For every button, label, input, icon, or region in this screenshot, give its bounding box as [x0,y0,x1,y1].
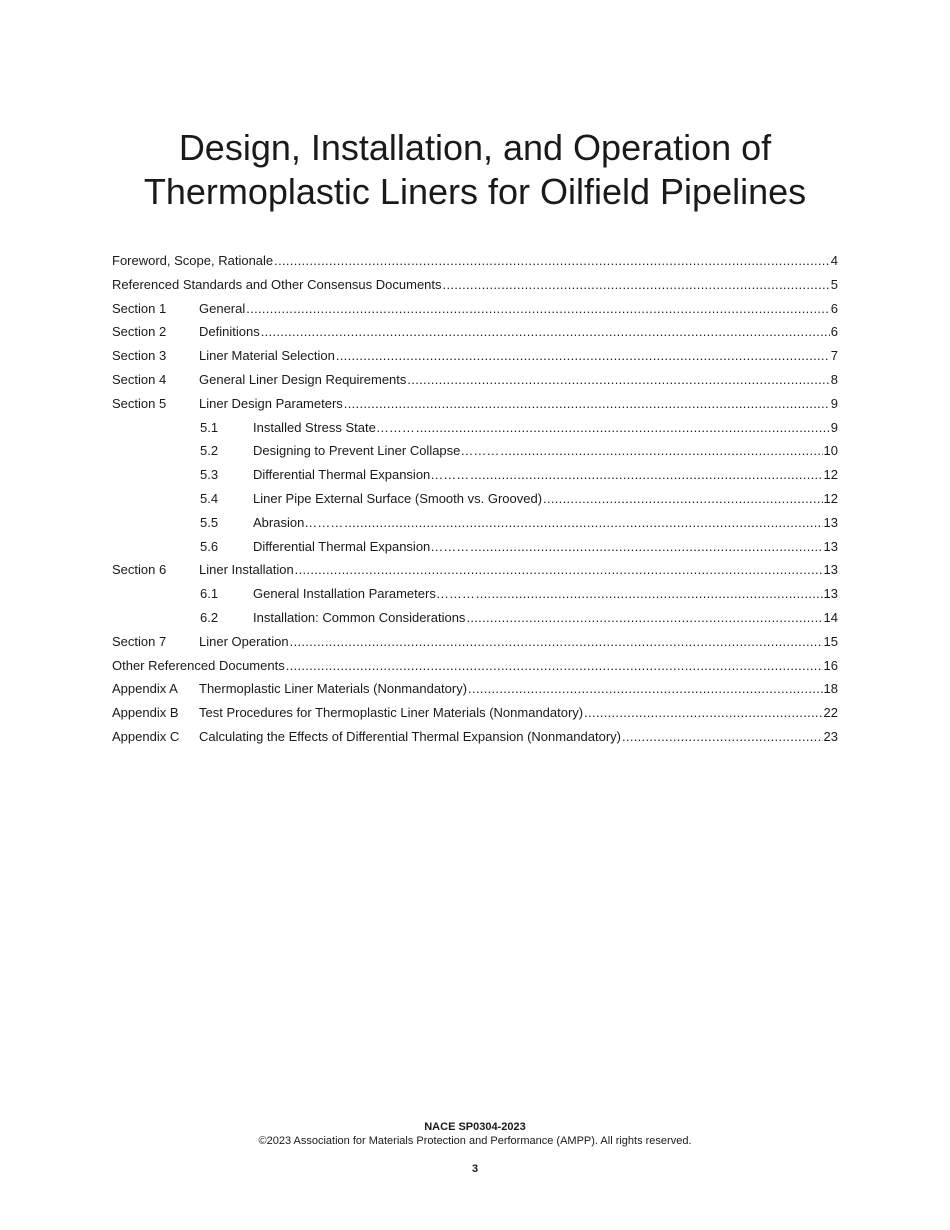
toc-entry-label: Differential Thermal Expansion……… [253,538,470,554]
toc-entry-number: Section 3 [112,348,167,364]
toc-entry[interactable] [112,513,838,537]
toc-entry[interactable] [112,465,838,489]
toc-dot-leader [246,299,830,319]
toc-dot-leader [344,394,830,414]
footer-document-code: NACE SP0304-2023 [424,1121,526,1133]
toc-dot-leader [584,703,822,723]
toc-entry[interactable] [112,656,838,680]
toc-entry-number: 5.6 [200,538,219,554]
toc-entry[interactable] [112,441,838,465]
toc-dot-leader [416,418,830,438]
toc-entry[interactable] [112,608,838,632]
toc-dot-leader [470,537,822,557]
toc-dot-leader [543,489,823,509]
toc-entry-number: Section 7 [112,633,167,649]
toc-dot-leader [336,346,830,366]
toc-entry-page: 15 [823,633,838,649]
toc-entry-label: Thermoplastic Liner Materials (Nonmandatory) [199,681,468,697]
toc-entry-number: Section 6 [112,562,167,578]
toc-entry-page: 4 [830,253,838,268]
toc-entry-page: 6 [830,324,838,340]
toc-entry[interactable] [112,418,838,442]
toc-entry-number: 5.5 [200,514,219,530]
toc-entry-number: Section 1 [112,300,167,316]
toc-entry[interactable] [112,584,838,608]
toc-dot-leader [344,513,822,533]
toc-entry-page: 16 [823,657,838,673]
toc-entry[interactable] [112,679,838,703]
toc-entry[interactable] [112,322,838,346]
toc-entry-label: Installation: Common Considerations [253,609,466,625]
toc-dot-leader [622,727,823,747]
toc-entry-label: Other Referenced Documents [112,657,285,673]
toc-entry-label: Liner Operation [199,633,289,649]
toc-entry-page: 7 [830,348,838,364]
toc-entry-page: 9 [830,419,838,435]
toc-entry-page: 14 [823,609,838,625]
toc-entry-label: General Liner Design Requirements [199,371,407,387]
toc-dot-leader [290,632,823,652]
toc-dot-leader [476,584,823,604]
toc-entry-page: 13 [823,562,838,578]
toc-entry-number: Section 5 [112,395,167,411]
toc-entry-number: Section 4 [112,371,167,387]
toc-entry-number: Section 2 [112,324,167,340]
toc-entry-number: Appendix C [112,728,180,744]
toc-entry-label: Foreword, Scope, Rationale [112,253,274,268]
toc-dot-leader [500,441,822,461]
toc-entry-number: 6.1 [200,586,219,602]
toc-entry-page: 5 [830,276,838,292]
toc-entry-label: General Installation Parameters……… [253,586,475,602]
toc-entry-number: Appendix B [112,705,179,721]
toc-entry[interactable] [112,370,838,394]
toc-entry[interactable] [112,727,838,751]
toc-entry[interactable] [112,275,838,299]
toc-entry-label: Installed Stress State……… [253,419,415,435]
document-title [0,126,950,214]
toc-entry-page: 18 [823,681,838,697]
toc-entry-page: 13 [823,538,838,554]
document-title-line-2: Thermoplastic Liners for Oilfield Pipelines [143,171,807,212]
toc-entry-label: Liner Design Parameters [199,395,343,411]
toc-entry[interactable] [112,299,838,323]
toc-entry-label: Liner Pipe External Surface (Smooth vs. Grooved) [253,490,543,506]
toc-entry-label: General [199,300,246,316]
footer-page-number: 3 [471,1163,479,1175]
footer-copyright: ©2023 Association for Materials Protection and Performance (AMPP). All rights reserved. [258,1135,692,1147]
toc-entry[interactable] [112,632,838,656]
toc-dot-leader [295,560,823,580]
document-title-line-1: Design, Installation, and Operation of [178,127,772,168]
toc-entry[interactable] [112,560,838,584]
toc-entry-label: Liner Material Selection [199,348,335,364]
toc-entry-label: Referenced Standards and Other Consensus Documents [112,276,442,292]
toc-dot-leader [443,275,830,295]
toc-entry[interactable] [112,394,838,418]
toc-entry[interactable] [112,537,838,561]
toc-entry-label: Calculating the Effects of Differential Thermal Expansion (Nonmandatory) [199,728,621,744]
toc-entry-page: 6 [830,300,838,316]
toc-entry-label: Abrasion……… [253,514,344,530]
toc-entry-label: Differential Thermal Expansion……… [253,467,470,483]
toc-entry-number: 6.2 [200,609,219,625]
toc-entry-number: Appendix A [112,681,178,697]
toc-dot-leader [286,656,823,676]
toc-entry-page: 23 [823,728,838,744]
toc-entry-page: 22 [823,705,838,721]
toc-dot-leader [468,679,822,699]
toc-entry-label: Liner Installation [199,562,294,578]
toc-entry-page: 13 [823,586,838,602]
toc-entry[interactable] [112,703,838,727]
toc-dot-leader [261,322,830,342]
toc-entry-page: 9 [830,395,838,411]
toc-entry-page: 12 [823,490,838,506]
table-of-contents [112,251,838,751]
toc-entry-page: 10 [823,443,838,459]
toc-entry-page: 13 [823,514,838,530]
toc-dot-leader [466,608,822,628]
toc-dot-leader [470,465,822,485]
toc-entry[interactable] [112,251,838,275]
toc-entry-page: 12 [823,467,838,483]
toc-entry[interactable] [112,489,838,513]
toc-entry-label: Test Procedures for Thermoplastic Liner Materials (Nonmandatory) [199,705,584,721]
toc-entry-number: 5.3 [200,467,219,483]
toc-entry-number: 5.4 [200,490,219,506]
toc-entry-number: 5.2 [200,443,219,459]
toc-entry[interactable] [112,346,838,370]
toc-entry-number: 5.1 [200,419,219,435]
toc-entry-label: Designing to Prevent Liner Collapse……… [253,443,500,459]
toc-entry-label: Definitions [199,324,260,340]
toc-dot-leader [407,370,829,390]
toc-dot-leader [274,251,830,271]
toc-entry-page: 8 [830,371,838,387]
